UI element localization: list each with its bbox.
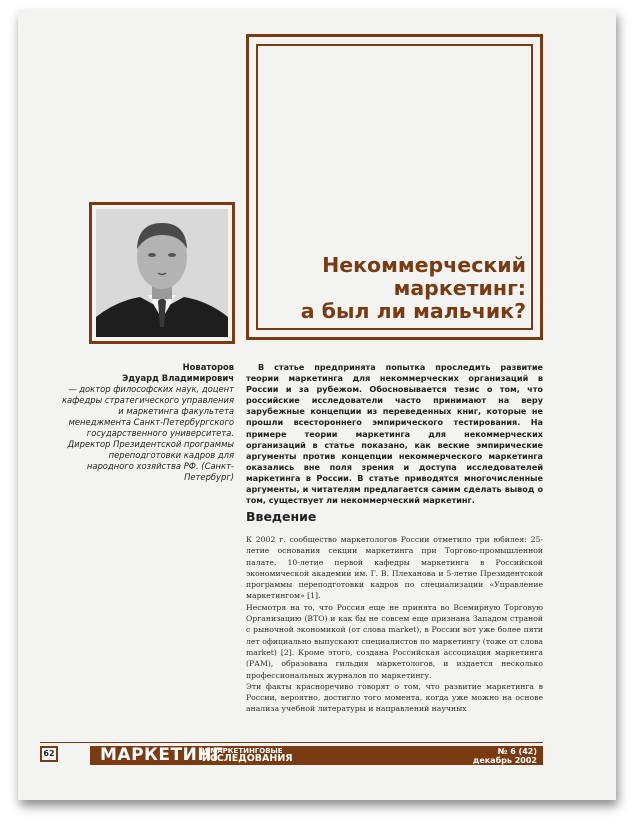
body-paragraph-3: Эти факты красноречиво говорят о том, что развитие маркетинга в России, вероятно, достигло того момента, когда уже можно на основе анализа учебной литературы и направлений научных — [246, 681, 543, 714]
author-block — [60, 362, 234, 483]
author-surname: Новаторов — [182, 362, 234, 372]
magazine-brand-sub-2: ИССЛЕДОВАНИЯ — [202, 753, 293, 764]
footer-bar — [90, 746, 543, 765]
author-portrait-image — [96, 209, 228, 337]
article-title — [301, 254, 526, 323]
issue-info — [473, 747, 537, 765]
title-frame — [246, 34, 543, 340]
author-given-name: Эдуард Владимирович — [122, 373, 234, 383]
page-number: 62 — [40, 746, 58, 762]
footer-rule — [40, 742, 543, 743]
magazine-brand: МАРКЕТИНГ — [100, 745, 224, 765]
body-paragraph-1: К 2002 г. сообщество маркетологов России отметило три юбилея: 25-летие основания секции маркетинга при Торгово-промышленной палате, 10-летие первой кафедры маркетинга в Российской экономической академии им. Г. В. Плеханова и 5-летие Президентской программы переподготовки кадров по специализации «Управление маркетингом» [1]. — [246, 535, 543, 601]
author-photo — [89, 202, 235, 344]
article-abstract: В статье предпринята попытка проследить развитие теории маркетинга для некоммерческих организаций в России и за рубежом. Обосновывается тезис о том, что российские исследователи часто принимают на веру зарубежные концепции из переведенных книг, которые не прошли всестороннего эмпирического тестирования. На примере теории маркетинга для некоммерческих организаций в статье показано, как веские эмпирические аргументы против концепции некоммерческого маркетинга оказались вне поля зрения и доступа исследователей маркетинга в России. В статье приводятся многочисленные аргументы, и читателям предлагается самим сделать вывод о том, существует ли некоммерческий маркетинг. — [246, 362, 543, 506]
section-heading: Введение — [246, 509, 317, 524]
article-title-line-2: маркетинг: — [393, 276, 526, 300]
body-text — [246, 534, 543, 715]
article-title-line-1: Некоммерческий — [322, 253, 526, 277]
magazine-brand-sub-1: И МАРКЕТИНГОВЫЕ — [202, 747, 283, 755]
issue-number: № 6 (42) — [497, 747, 537, 756]
body-paragraph-2: Несмотря на то, что Россия еще не принята во Всемирную Торговую Организацию (ВТО) и как бы не совсем еще признана Западом страной с рыночной экономикой (от слова market), в России вот уже более пяти лет официально выпускают специалистов по маркетингу (тоже от слова market) [2]. Кроме этого, создана Российская ассоциация маркетинга (РАМ), образована гильдия маркетологов, и издается несколько профессиональных журналов по маркетингу. — [246, 602, 543, 680]
article-title-line-3: а был ли мальчик? — [300, 299, 526, 323]
issue-date: декабрь 2002 — [472, 756, 537, 765]
author-description: — доктор философских наук, доцент кафедры стратегического управления и маркетинга факультета менеджмента Санкт-Петербургского государственного университета. Директор Президентской программы переподготовки кадров для народного хозяйства РФ. (Санкт-Петербург) — [61, 384, 234, 482]
